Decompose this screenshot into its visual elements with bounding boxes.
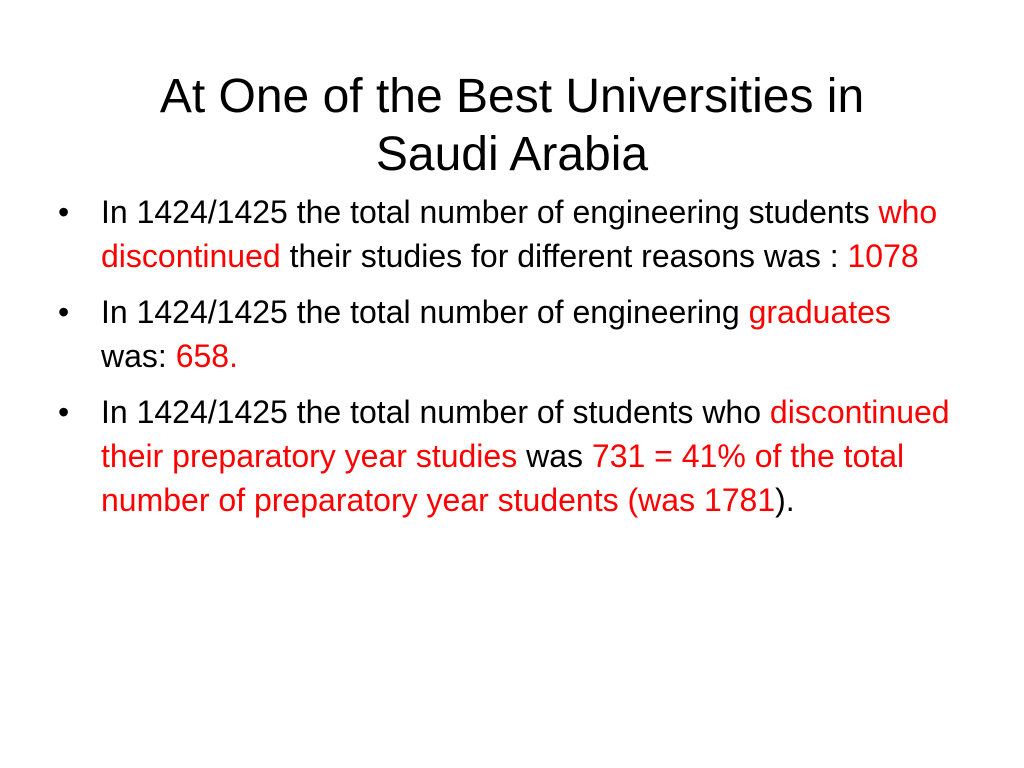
bullet-list xyxy=(58,190,958,534)
bullet-highlight: who discontinued xyxy=(101,194,938,274)
bullet-item-graduates xyxy=(58,290,958,378)
slide-title xyxy=(60,68,964,184)
bullet-text: was xyxy=(517,438,592,474)
bullet-marker: • xyxy=(58,194,70,230)
slide-title-line-1: At One of the Best Universities in xyxy=(159,70,865,124)
bullet-item-preparatory-year xyxy=(58,390,958,522)
bullet-marker: • xyxy=(58,294,70,330)
bullet-text: In 1424/1425 the total number of engineering xyxy=(101,294,749,330)
bullet-highlight-value: 731 = 41% of the total number of preparatory year students (was 1781 xyxy=(101,438,905,518)
bullet-marker: • xyxy=(58,394,70,430)
bullet-text: their studies for different reasons was : xyxy=(280,238,848,274)
bullet-highlight: graduates xyxy=(748,294,891,330)
bullet-highlight: discontinued their preparatory year studies xyxy=(101,394,950,474)
bullet-highlight-value: 658. xyxy=(175,338,238,374)
bullet-text: In 1424/1425 the total number of students who xyxy=(101,394,770,430)
bullet-text: was: xyxy=(101,338,176,374)
bullet-text: In 1424/1425 the total number of engineering students xyxy=(101,194,879,230)
slide-title-line-2: Saudi Arabia xyxy=(375,128,649,182)
bullet-item-dropouts xyxy=(58,190,958,278)
bullet-highlight-value: 1078 xyxy=(847,238,919,274)
bullet-text: ). xyxy=(775,482,795,518)
